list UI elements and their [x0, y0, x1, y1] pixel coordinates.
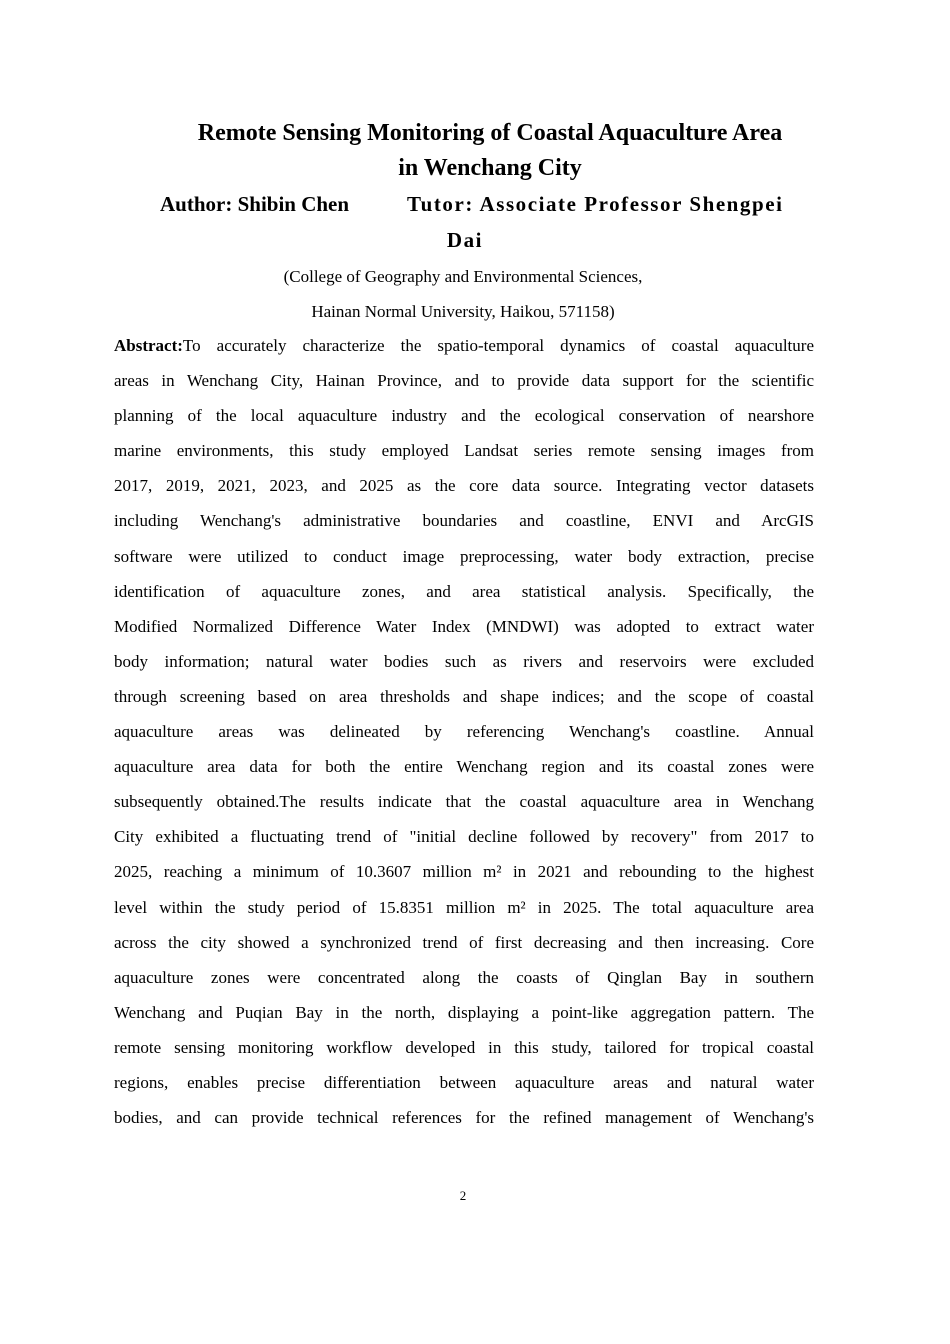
abstract-line: Modified Normalized Difference Water Index (MNDWI) was adopted to extract water [114, 616, 814, 636]
abstract-line [114, 328, 814, 363]
author-name: Author: Shibin Chen [160, 192, 350, 216]
abstract-line: remote sensing monitoring workflow developed in this study, tailored for tropical coastal [114, 1037, 814, 1057]
abstract-line: Wenchang and Puqian Bay in the north, displaying a point-like aggregation pattern. The [114, 1002, 814, 1022]
abstract-line: aquaculture area data for both the entire Wenchang region and its coastal zones were [114, 757, 814, 777]
abstract-line: software were utilized to conduct image preprocessing, water body extraction, precise [114, 546, 814, 566]
abstract-line: body information; natural water bodies such as rivers and reservoirs were excluded [114, 651, 814, 671]
abstract-line: level within the study period of 15.8351 million m² in 2025. The total aquaculture area [114, 897, 814, 917]
abstract-line: through screening based on area thresholds and shape indices; and the scope of coastal [114, 686, 814, 706]
abstract-line: aquaculture zones were concentrated along the coasts of Qinglan Bay in southern [114, 967, 814, 987]
abstract [114, 328, 814, 1135]
abstract-line: subsequently obtained.The results indicate that the coastal aquaculture area in Wenchang [114, 792, 814, 812]
affiliation-line-2: Hainan Normal University, Haikou, 571158) [311, 302, 615, 321]
abstract-line: aquaculture areas was delineated by referencing Wenchang's coastline. Annual [114, 722, 814, 742]
abstract-line: identification of aquaculture zones, and area statistical analysis. Specifically, the [114, 581, 814, 601]
tutor-name: Tutor: Associate Professor Shengpei [407, 192, 784, 216]
abstract-body [114, 363, 814, 1135]
abstract-line: bodies, and can provide technical references for the refined management of Wenchang's [114, 1108, 814, 1128]
abstract-line: regions, enables precise differentiation between aquaculture areas and natural water [114, 1072, 814, 1092]
abstract-line: areas in Wenchang City, Hainan Province, and to provide data support for the scientific [114, 371, 814, 391]
abstract-line: including Wenchang's administrative boundaries and coastline, ENVI and ArcGIS [114, 511, 814, 531]
abstract-line: planning of the local aquaculture industry and the ecological conservation of nearshore [114, 406, 814, 426]
abstract-line: 2017, 2019, 2021, 2023, and 2025 as the core data source. Integrating vector datasets [114, 476, 814, 496]
page-number: 2 [459, 1188, 467, 1203]
paper-title [165, 116, 815, 186]
affiliation-line-1: (College of Geography and Environmental Sciences, [283, 267, 643, 286]
tutor-name-continued: Dai [446, 228, 484, 252]
abstract-label: Abstract: [114, 336, 183, 355]
abstract-first-line-text: To accurately characterize the spatio-temporal dynamics of coastal aquaculture [182, 336, 814, 355]
abstract-line: 2025, reaching a minimum of 10.3607 million m² in 2021 and rebounding to the highest [114, 862, 814, 882]
title-line-1: Remote Sensing Monitoring of Coastal Aquaculture Area [197, 120, 783, 146]
abstract-line: across the city showed a synchronized trend of first decreasing and then increasing. Core [114, 932, 814, 952]
abstract-line: marine environments, this study employed Landsat series remote sensing images from [114, 441, 814, 461]
title-line-2: in Wenchang City [398, 155, 582, 181]
abstract-line: City exhibited a fluctuating trend of "initial decline followed by recovery" from 2017 to [114, 827, 814, 847]
